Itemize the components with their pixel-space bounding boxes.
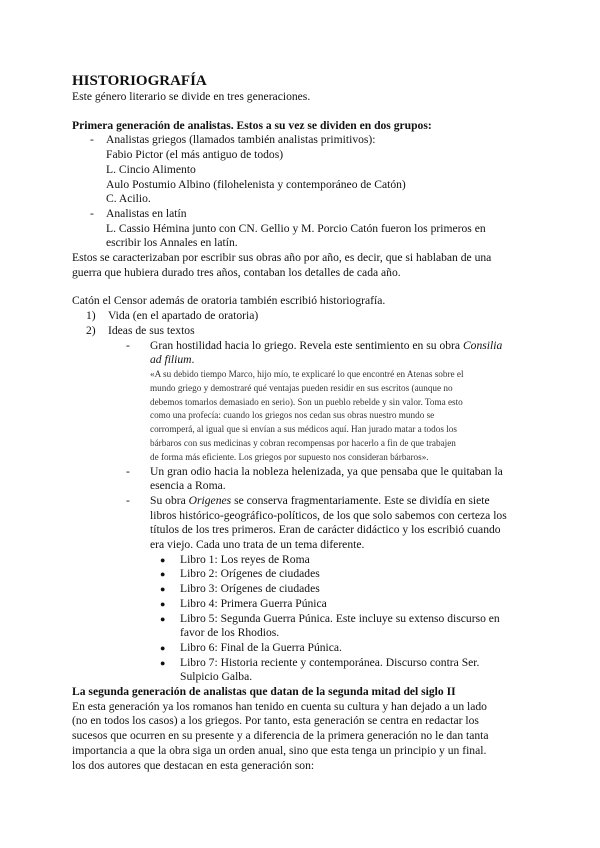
hostility-text bbox=[150, 339, 532, 354]
book-item bbox=[72, 567, 532, 582]
book-item bbox=[72, 582, 532, 597]
work-title: Origenes bbox=[188, 493, 232, 507]
book-text: Libro 6: Final de la Guerra Púnica. bbox=[180, 640, 342, 654]
book-item bbox=[72, 553, 532, 568]
book-text: Libro 7: Historia reciente y contemporánea. Discurso contra Ser. bbox=[180, 655, 480, 669]
annals-paragraph: guerra que hubiera durado tres años, contaban los detalles de cada año. bbox=[72, 265, 401, 279]
book-text: Libro 2: Orígenes de ciudades bbox=[180, 567, 320, 581]
period: . bbox=[191, 353, 195, 367]
greek-name: L. Cincio Alimento bbox=[106, 162, 196, 176]
gen2-heading: La segunda generación de analistas que datan de la segunda mitad del siglo II bbox=[72, 685, 456, 699]
list-dash: - bbox=[126, 338, 130, 352]
cato-list-text: Ideas de sus textos bbox=[108, 323, 195, 337]
greek-analysts-item bbox=[72, 133, 532, 207]
quote-line: «A su debido tiempo Marco, hijo mío, te explicaré lo que encontré en Atenas sobre el bbox=[150, 368, 464, 379]
intro-text: Este género literario se divide en tres generaciones. bbox=[72, 90, 311, 103]
work-title: Consilia bbox=[462, 338, 503, 352]
cato-list-item bbox=[72, 309, 532, 324]
list-dash: - bbox=[90, 133, 94, 147]
origines-rest: se conserva fragmentariamente. Este se dividía en siete bbox=[231, 493, 490, 507]
hostility-item bbox=[72, 339, 532, 368]
greek-heading: Analistas griegos (llamados también analistas primitivos): bbox=[106, 133, 376, 147]
book-item bbox=[72, 656, 532, 685]
bullet-icon: ● bbox=[160, 657, 166, 668]
greek-name: C. Acilio. bbox=[106, 192, 151, 206]
book-item bbox=[72, 641, 532, 656]
cato-intro: Catón el Censor además de oratoria también escribió historiografía. bbox=[72, 294, 386, 308]
gen2-paragraph: los dos autores que destacan en esta generación son: bbox=[72, 758, 315, 772]
origines-text: títulos de los tres primeros. Eran de carácter didáctico y los escribió cuando bbox=[150, 523, 501, 537]
cato-list-text: Vida (en el apartado de oratoria) bbox=[108, 309, 259, 323]
nobility-item bbox=[72, 465, 532, 494]
origines-item bbox=[72, 494, 532, 553]
origines-prefix: Su obra bbox=[150, 493, 189, 507]
gen2-paragraph: importancia a que la obra siga un orden anual, sino que esta tenga un principio y un final. bbox=[72, 743, 487, 757]
quote-line: debemos tomarlos demasiado en serio). Son un pueblo rebelde y sin valor. Toma esto bbox=[150, 396, 463, 407]
book-text: Libro 1: Los reyes de Roma bbox=[180, 552, 310, 566]
list-number: 2) bbox=[86, 323, 96, 337]
origines-text bbox=[150, 494, 532, 509]
nobility-text: esencia a Roma. bbox=[150, 479, 226, 493]
quote-line: corromperá, al igual que si envían a sus médicos aquí. Han jurado matar a todos los bbox=[150, 424, 457, 435]
bullet-icon: ● bbox=[160, 598, 166, 609]
book-text: Libro 3: Orígenes de ciudades bbox=[180, 582, 320, 596]
latin-text: L. Cassio Hémina junto con CN. Gellio y M. Porcio Catón fueron los primeros en bbox=[106, 221, 486, 235]
cato-quote bbox=[72, 368, 532, 465]
cato-list-item bbox=[72, 324, 532, 339]
book-text: Sulpicio Galba. bbox=[180, 670, 253, 684]
bullet-icon: ● bbox=[160, 554, 166, 565]
book-item bbox=[72, 597, 532, 612]
latin-analysts-item bbox=[72, 207, 532, 251]
hostility-line: Gran hostilidad hacia lo griego. Revela este sentimiento en su obra bbox=[150, 338, 463, 352]
annals-paragraph: Estos se caracterizaban por escribir sus obras año por año, es decir, que si hablaban de una bbox=[72, 251, 492, 265]
latin-heading: Analistas en latín bbox=[106, 206, 187, 220]
latin-text: escribir los Annales en latín. bbox=[106, 236, 238, 250]
nobility-text: Un gran odio hacia la nobleza helenizada, ya que pensaba que le quitaban la bbox=[150, 464, 503, 478]
bullet-icon: ● bbox=[160, 569, 166, 580]
gen1-heading: Primera generación de analistas. Estos a su vez se dividen en dos grupos: bbox=[72, 118, 432, 132]
hostility-text bbox=[150, 353, 532, 368]
document-page bbox=[72, 72, 532, 773]
bullet-icon: ● bbox=[160, 613, 166, 624]
gen2-paragraph: En esta generación ya los romanos han tenido en cuenta su cultura y han dejado a un lado bbox=[72, 699, 487, 713]
bullet-icon: ● bbox=[160, 584, 166, 595]
quote-line: bárbaros con sus medicinas y cobran recompensas por hacerlo a fin de que trabajen bbox=[150, 437, 456, 448]
book-text: Libro 5: Segunda Guerra Púnica. Este incluye su extenso discurso en bbox=[180, 611, 500, 625]
gen2-paragraph: sucesos que ocurren en su presente y a diferencia de la primera generación no le dan tanta bbox=[72, 729, 489, 743]
book-text: favor de los Rhodios. bbox=[180, 626, 280, 640]
bullet-icon: ● bbox=[160, 642, 166, 653]
work-title: ad filium bbox=[150, 353, 192, 367]
gen2-paragraph: (no en todos los casos) a los griegos. Por tanto, esta generación se centra en redactar los bbox=[72, 714, 479, 728]
greek-name: Fabio Pictor (el más antiguo de todos) bbox=[106, 148, 284, 162]
origines-text: libros histórico-geográfico-políticos, de los que solo sabemos con certeza los bbox=[150, 508, 507, 522]
quote-line: de forma más eficiente. Los griegos por supuesto nos consideran bárbaros». bbox=[150, 451, 429, 462]
list-dash: - bbox=[90, 206, 94, 220]
greek-name: Aulo Postumio Albino (filohelenista y contemporáneo de Catón) bbox=[106, 177, 406, 191]
book-text: Libro 4: Primera Guerra Púnica bbox=[180, 596, 327, 610]
quote-line: mundo griego y demostraré qué ventajas pueden residir en sus escritos (aunque no bbox=[150, 382, 453, 393]
page-title: HISTORIOGRAFÍA bbox=[72, 73, 207, 89]
quote-line: como una profecía: cuando los griegos nos cedan sus obras nuestro mundo se bbox=[150, 410, 435, 421]
list-dash: - bbox=[126, 493, 130, 507]
list-number: 1) bbox=[86, 309, 96, 323]
list-dash: - bbox=[126, 464, 130, 478]
origines-text: era viejo. Cada uno trata de un tema diferente. bbox=[150, 538, 365, 552]
book-item bbox=[72, 612, 532, 641]
